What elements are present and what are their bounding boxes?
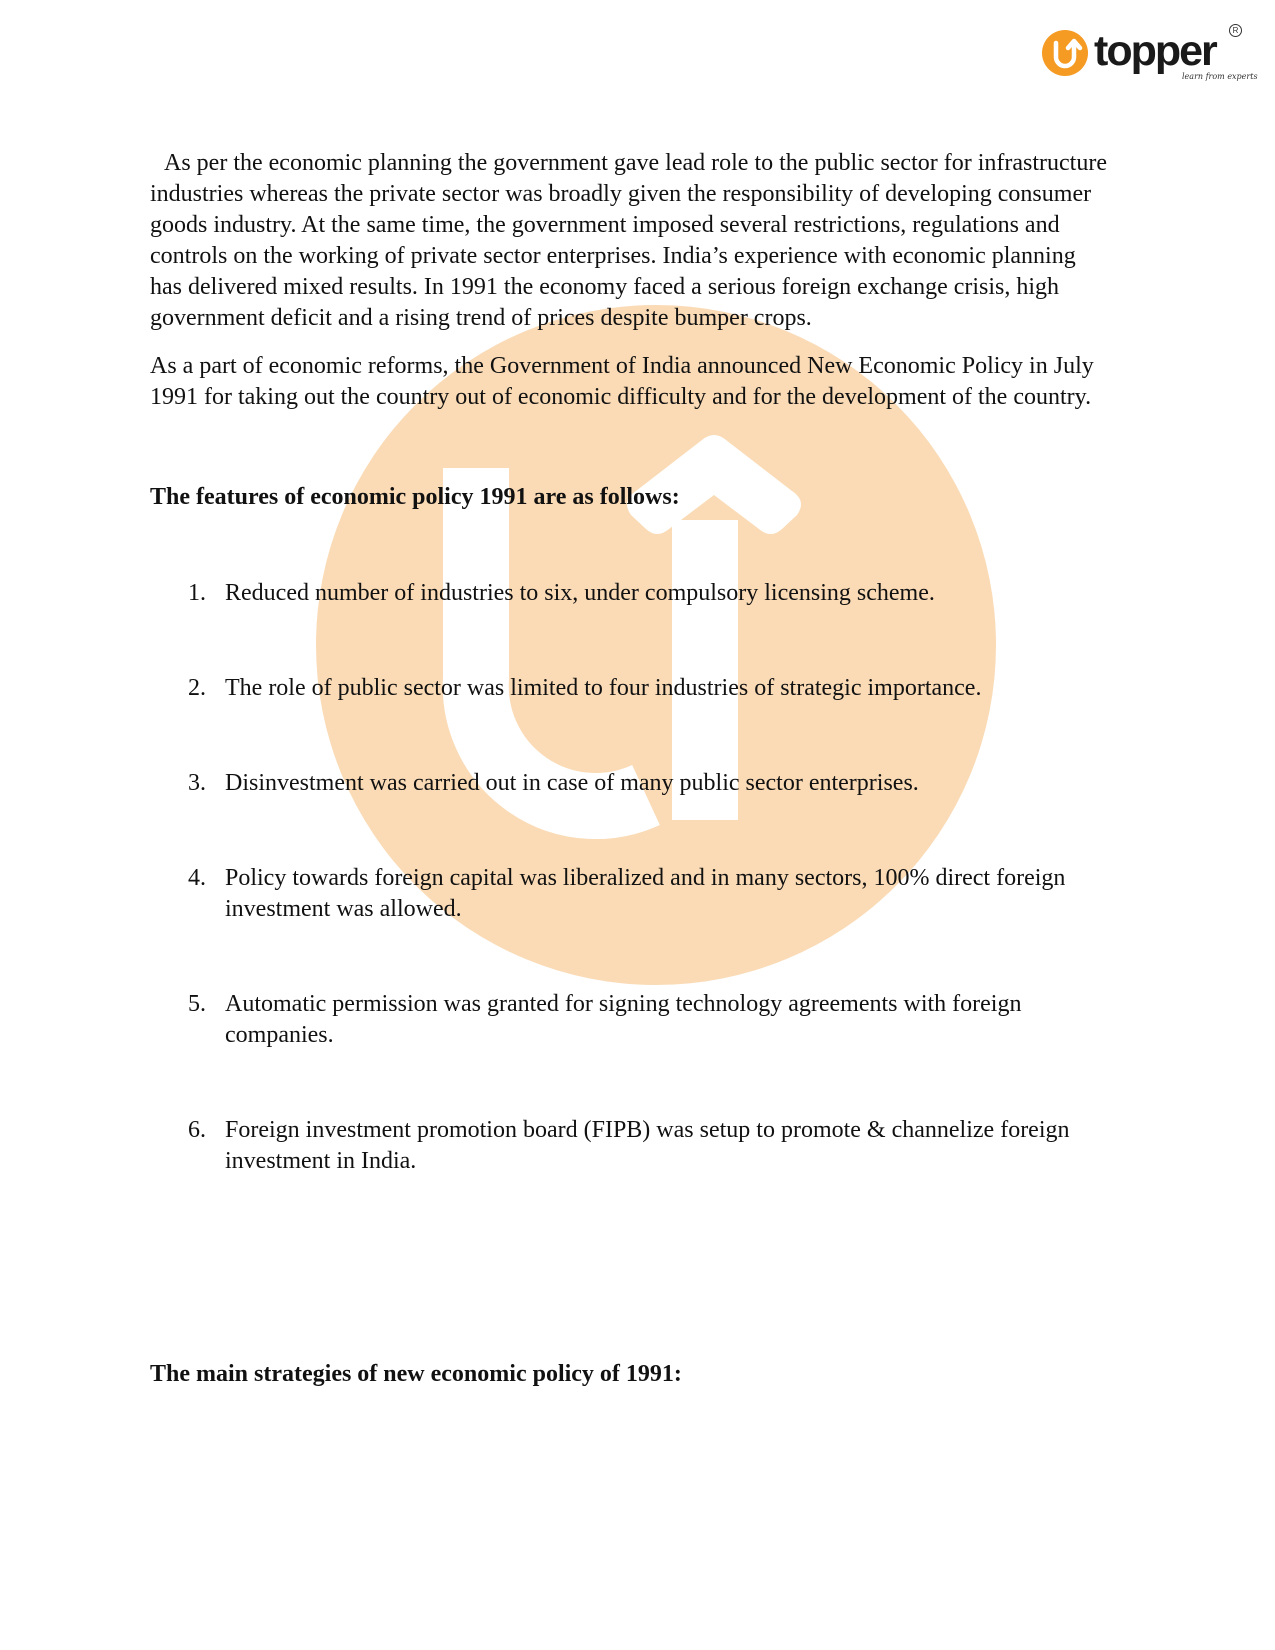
list-item-text: Foreign investment promotion board (FIPB) was setup to promote & channelize foreign investment in India. (225, 1117, 1070, 1174)
list-item-number: 4. (188, 865, 206, 891)
features-list (150, 578, 1110, 1177)
list-item-number: 5. (188, 991, 206, 1017)
strategies-heading: The main strategies of new economic policy of 1991: (150, 1361, 682, 1387)
list-item-number: 3. (188, 770, 206, 796)
reforms-paragraph: As a part of economic reforms, the Government of India announced New Economic Policy in July 1991 for taking out the country out of economic difficulty and for the development of the country. (150, 353, 1094, 410)
list-item (150, 768, 1110, 799)
list-item-text: Reduced number of industries to six, under compulsory licensing scheme. (225, 580, 935, 606)
document-body (150, 148, 1110, 1390)
list-item-text: The role of public sector was limited to four industries of strategic importance. (225, 675, 982, 701)
brand-name: topper (1094, 27, 1216, 75)
intro-paragraph: As per the economic planning the government gave lead role to the public sector for infrastructure industries whereas the private sector was broadly given the responsibility of developing consumer goods industry. At the same time, the government imposed several restrictions, regulations and controls on the working of private sector enterprises. India’s experience with economic planning has delivered mixed results. In 1991 the economy faced a serious foreign exchange crisis, high government deficit and a rising trend of prices despite bumper crops. (150, 150, 1107, 331)
list-item (150, 578, 1110, 609)
list-item (150, 673, 1110, 704)
registered-mark: R (1229, 24, 1242, 37)
list-item-number: 1. (188, 580, 206, 606)
list-item (150, 989, 1110, 1051)
features-heading: The features of economic policy 1991 are as follows: (150, 484, 680, 510)
spacer (150, 1241, 1110, 1359)
list-item-number: 2. (188, 675, 206, 701)
list-item (150, 1115, 1110, 1177)
list-item-text: Policy towards foreign capital was liberalized and in many sectors, 100% direct foreign investment was allowed. (225, 865, 1066, 922)
logo-u-arrow-icon (1042, 30, 1088, 76)
brand-tagline: learn from experts (1182, 72, 1258, 81)
list-item-text: Disinvestment was carried out in case of many public sector enterprises. (225, 770, 919, 796)
brand-logo (1042, 24, 1258, 88)
list-item-number: 6. (188, 1117, 206, 1143)
list-item-text: Automatic permission was granted for signing technology agreements with foreign companies. (225, 991, 1022, 1048)
list-item (150, 863, 1110, 925)
